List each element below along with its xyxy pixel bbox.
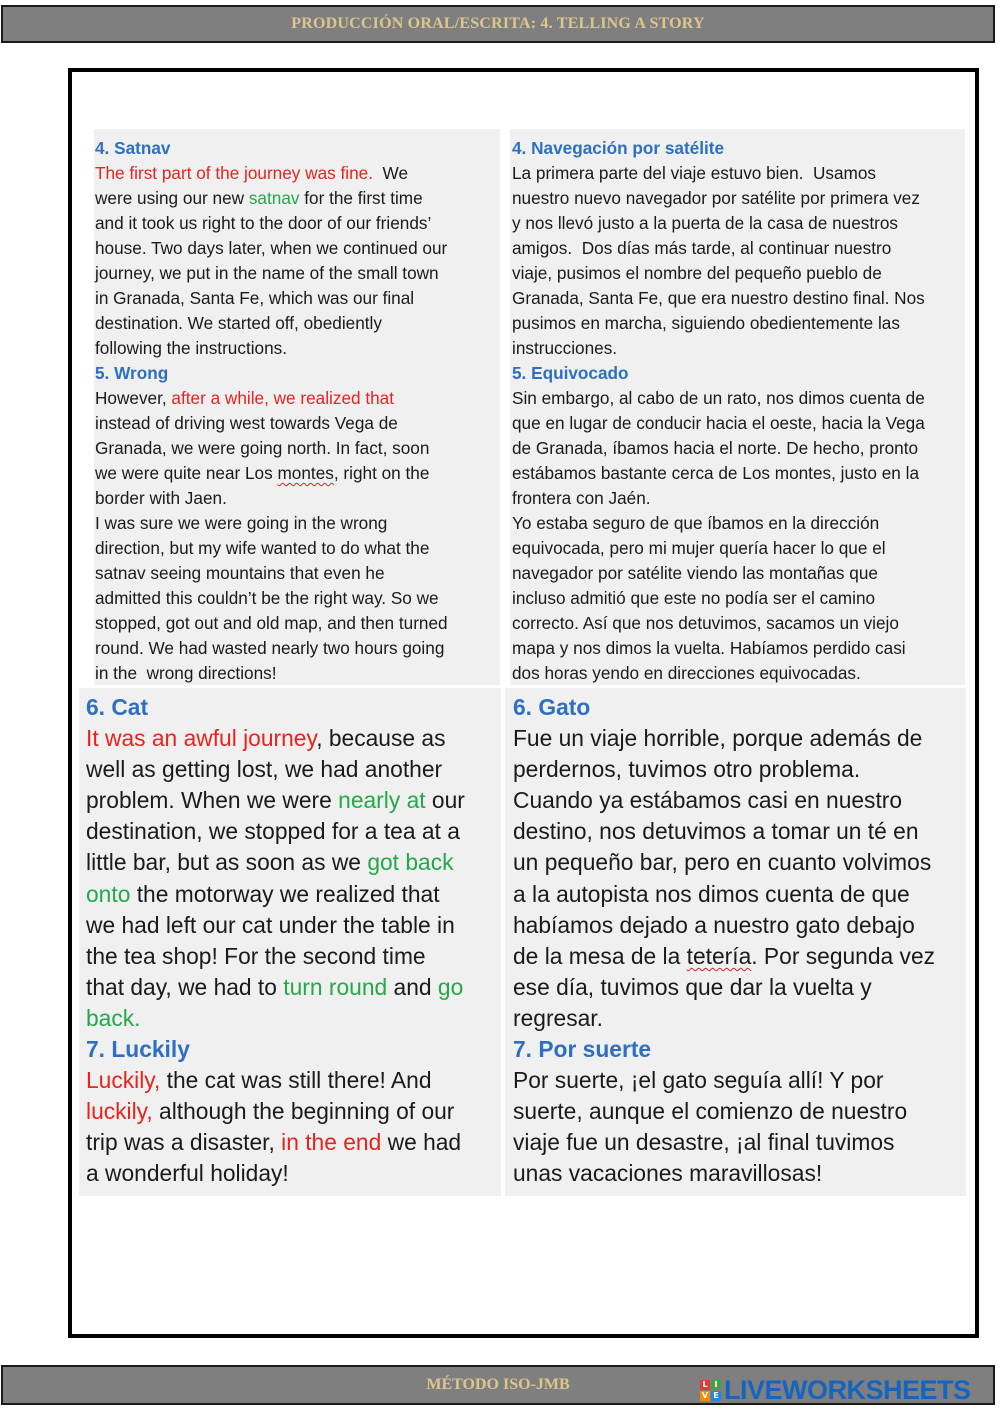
text-line: house. Two days later, when we continued our bbox=[95, 238, 448, 258]
text-line: direction, but my wife wanted to do what the bbox=[95, 538, 430, 558]
text-line: Cuando ya estábamos casi en nuestro bbox=[513, 787, 903, 814]
text-line: back. bbox=[86, 1004, 141, 1031]
text-line: La primera parte del viaje estuvo bien. Usamos bbox=[512, 163, 876, 183]
spellcheck-word: tetería bbox=[686, 942, 752, 969]
text-line: luckily, although the beginning of our bbox=[86, 1098, 455, 1125]
page-title: PRODUCCIÓN ORAL/ESCRITA: 4. TELLING A STORY bbox=[291, 15, 705, 32]
text-line: estábamos bastante cerca de Los montes, justo en la bbox=[512, 463, 920, 483]
text-line: Granada, we were going north. In fact, soon bbox=[95, 438, 430, 458]
text-line: border with Jaen. bbox=[95, 488, 227, 508]
text-line: que en lugar de conducir hacia el oeste, hacia la Vega bbox=[512, 413, 925, 433]
logo-grid-icon: L I V E bbox=[700, 1380, 721, 1401]
text-line: mapa y nos dimos la vuelta. Habíamos perdido casi bbox=[512, 638, 906, 658]
text-line: stopped, got out and old map, and then turned bbox=[95, 613, 448, 633]
text-line: pusimos en marcha, siguiendo obedientemente las bbox=[512, 313, 900, 333]
heading-luckily: 7. Luckily bbox=[86, 1036, 190, 1063]
text-line: a la autopista nos dimos cuenta de que bbox=[513, 880, 910, 907]
text-line: the tea shop! For the second time bbox=[86, 942, 426, 969]
heading-por-suerte: 7. Por suerte bbox=[513, 1036, 652, 1063]
text-line: equivocada, pero mi mujer quería hacer lo que el bbox=[512, 538, 886, 558]
header-bar bbox=[1, 5, 995, 43]
footer-bar bbox=[1, 1365, 995, 1405]
text-line: nuestro nuevo navegador por satélite por primera vez bbox=[512, 188, 920, 208]
english-section-4-5 bbox=[94, 129, 500, 685]
text-line: correcto. Así que nos detuvimos, sacamos un viejo bbox=[512, 613, 899, 633]
text-line: instead of driving west towards Vega de bbox=[95, 413, 398, 433]
text-line: Luckily, the cat was still there! And bbox=[86, 1067, 432, 1094]
text-line: Sin embargo, al cabo de un rato, nos dimos cuenta de bbox=[512, 388, 925, 408]
text-line: round. We had wasted nearly two hours going bbox=[95, 638, 445, 658]
text-line: that day, we had to turn round and go bbox=[86, 973, 464, 1000]
text-line: instrucciones. bbox=[512, 338, 618, 358]
text-line: ese día, tuvimos que dar la vuelta y bbox=[513, 973, 872, 1000]
text-line: dos horas yendo en direcciones equivocadas. bbox=[512, 663, 861, 683]
text-line: problem. When we were nearly at our bbox=[86, 787, 465, 814]
text-line: destination. We started off, obediently bbox=[95, 313, 382, 333]
text-line: satnav seeing mountains that even he bbox=[95, 563, 385, 583]
text-line: Granada, Santa Fe, que era nuestro destino final. Nos bbox=[512, 288, 925, 308]
text-line: in Granada, Santa Fe, which was our final bbox=[95, 288, 415, 308]
text-line: navegador por satélite viendo las montañas que bbox=[512, 563, 878, 583]
text-line: in the wrong directions! bbox=[95, 663, 277, 683]
method-label: MÉTODO ISO-JMB bbox=[426, 1376, 570, 1393]
heading-satnav: 4. Satnav bbox=[95, 138, 171, 158]
liveworksheets-logo[interactable] bbox=[700, 1375, 971, 1405]
text-line: incluso admitió que este no podía ser el camino bbox=[512, 588, 876, 608]
text-line: However, after a while, we realized that bbox=[95, 388, 395, 408]
spanish-section-6-7 bbox=[505, 688, 966, 1196]
english-section-6-7 bbox=[79, 688, 501, 1196]
text-line: a wonderful holiday! bbox=[86, 1160, 289, 1187]
text-line: viaje fue un desastre, ¡al final tuvimos bbox=[513, 1129, 895, 1156]
text-line: It was an awful journey, because as bbox=[86, 725, 446, 752]
text-line: habíamos dejado a nuestro gato debajo bbox=[513, 911, 915, 938]
text-line: well as getting lost, we had another bbox=[86, 756, 443, 783]
text-line: regresar. bbox=[513, 1004, 603, 1031]
heading-navegacion: 4. Navegación por satélite bbox=[512, 138, 725, 158]
text-line: de la mesa de la tetería. Por segunda vez bbox=[513, 942, 936, 969]
text-line: and it took us right to the door of our friends’ bbox=[95, 213, 432, 233]
logo-text: LIVEWORKSHEETS bbox=[724, 1375, 971, 1405]
text-line: admitted this couldn’t be the right way. So we bbox=[95, 588, 439, 608]
text-line: unas vacaciones maravillosas! bbox=[513, 1160, 823, 1187]
text-line: frontera con Jaén. bbox=[512, 488, 651, 508]
text-line: Yo estaba seguro de que íbamos en la dirección bbox=[512, 513, 880, 533]
heading-equivocado: 5. Equivocado bbox=[512, 363, 629, 383]
text-line: Fue un viaje horrible, porque además de bbox=[513, 725, 923, 752]
text-line: Por suerte, ¡el gato seguía allí! Y por bbox=[513, 1067, 884, 1094]
text-line: journey, we put in the name of the small town bbox=[95, 263, 439, 283]
text-line: suerte, aunque el comienzo de nuestro bbox=[513, 1098, 908, 1125]
text-line: y nos llevó justo a la puerta de la casa de nuestros bbox=[512, 213, 898, 233]
heading-wrong: 5. Wrong bbox=[95, 363, 169, 383]
text-line: trip was a disaster, in the end we had bbox=[86, 1129, 462, 1156]
text-line: were using our new satnav for the first time bbox=[95, 188, 423, 208]
text-line: following the instructions. bbox=[95, 338, 288, 358]
heading-cat: 6. Cat bbox=[86, 694, 149, 720]
text-line: amigos. Dos días más tarde, al continuar nuestro bbox=[512, 238, 892, 258]
text-line: we had left our cat under the table in bbox=[86, 911, 455, 938]
spanish-section-4-5 bbox=[510, 129, 965, 685]
text-line: onto the motorway we realized that bbox=[86, 880, 440, 907]
text-line: The first part of the journey was fine. We bbox=[95, 163, 409, 183]
text-line: perdernos, tuvimos otro problema. bbox=[513, 756, 861, 783]
text-line: viaje, pusimos el nombre del pequeño pueblo de bbox=[512, 263, 882, 283]
text-line: destination, we stopped for a tea at a bbox=[86, 818, 460, 845]
text-line: de Granada, íbamos hacia el norte. De hecho, pronto bbox=[512, 438, 919, 458]
text-line: I was sure we were going in the wrong bbox=[95, 513, 388, 533]
heading-gato: 6. Gato bbox=[513, 694, 591, 720]
text-line: destino, nos detuvimos a tomar un té en bbox=[513, 818, 919, 845]
spellcheck-word: montes bbox=[277, 463, 334, 483]
text-line: we were quite near Los montes, right on the bbox=[95, 463, 430, 483]
text-line: un pequeño bar, pero en cuanto volvimos bbox=[513, 849, 932, 876]
text-line: little bar, but as soon as we got back bbox=[86, 849, 454, 876]
